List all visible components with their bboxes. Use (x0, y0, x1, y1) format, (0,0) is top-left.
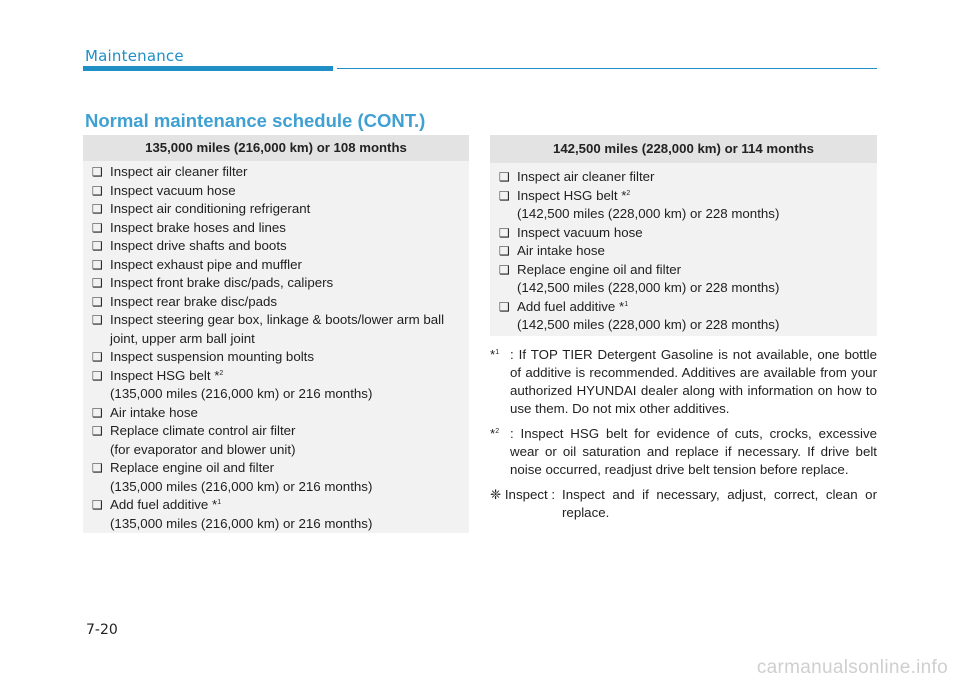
header-rule-thick (83, 66, 333, 71)
checkbox-icon: ❑ (499, 225, 510, 240)
item-text: Replace engine oil and filter (517, 261, 682, 277)
checklist-item (92, 256, 469, 275)
checkbox-icon: ❑ (92, 461, 103, 475)
checkbox-icon: ❑ (499, 299, 510, 314)
item-text: Inspect air cleaner filter (110, 164, 248, 179)
item-detail: (135,000 miles (216,000 km) or 216 months) (110, 478, 373, 494)
item-text: Inspect exhaust pipe and muffler (110, 256, 302, 272)
checkbox-icon: ❑ (92, 294, 103, 309)
item-text: Inspect drive shafts and boots (110, 238, 287, 253)
page-title: Normal maintenance schedule (CONT.) (85, 110, 426, 131)
checklist-item (499, 224, 877, 243)
inspect-definition (490, 486, 877, 522)
checklist-item (92, 163, 469, 182)
footnote-ref: 2 (219, 369, 224, 377)
checkbox-icon: ❑ (92, 202, 103, 216)
checklist-item (499, 298, 877, 335)
checkbox-icon: ❑ (92, 220, 103, 235)
checklist-item (92, 311, 469, 348)
checklist-item (92, 348, 469, 367)
item-text: Inspect rear brake disc/pads (110, 293, 278, 309)
checklist (490, 163, 877, 335)
item-text: Air intake hose (517, 243, 605, 258)
item-detail: (135,000 miles (216,000 km) or 216 months) (110, 515, 373, 531)
item-text: Inspect air conditioning refrigerant (110, 201, 311, 216)
checkbox-icon: ❑ (92, 498, 103, 512)
checkbox-icon: ❑ (92, 313, 103, 327)
footnote-marker: *$^2$ (490, 426, 500, 441)
checklist-item (92, 293, 469, 312)
checklist-item (92, 182, 469, 201)
footnote-ref: 1 (624, 300, 629, 308)
checkbox-icon: ❑ (92, 405, 103, 420)
checklist-item (92, 422, 469, 459)
checkbox-icon: ❑ (499, 188, 510, 203)
item-text: Inspect air cleaner filter (517, 169, 655, 184)
item-text: Add fuel additive * (517, 298, 625, 314)
item-text: Add fuel additive * (110, 497, 218, 512)
checklist-item (92, 200, 469, 219)
schedule-panel-135000 (83, 135, 469, 533)
item-detail: (for evaporator and blower unit) (110, 441, 296, 457)
checkbox-icon: ❑ (92, 424, 103, 438)
inspect-text: Inspect and if necessary, adjust, correct, clean or replace. (562, 487, 877, 520)
item-text: Inspect HSG belt * (110, 367, 220, 383)
footnote-ref: 1 (217, 499, 222, 506)
footnote-text: : Inspect HSG belt for evidence of cuts, crocks, excessive wear or oil saturation and replace if necessary. If drive belt noise occurred, readjust drive belt tension before replace. (510, 426, 877, 477)
checklist-item (92, 237, 469, 256)
header-rule-thin (337, 68, 877, 69)
footnote-marker: *$^1$ (490, 347, 500, 362)
footnote-text: : If TOP TIER Detergent Gasoline is not available, one bottle of additive is recommended. Additives are available from your authorized HYUNDAI dealer along with information on how to use them. Do not mix other additives. (510, 347, 877, 416)
item-text: Inspect HSG belt * (517, 187, 627, 203)
item-text: Inspect brake hoses and lines (110, 219, 286, 235)
checklist-item (92, 459, 469, 496)
checkbox-icon: ❑ (92, 165, 103, 179)
item-detail: (142,500 miles (228,000 km) or 228 months) (517, 280, 780, 295)
item-text: Inspect steering gear box, linkage & boots/lower arm ball (110, 312, 445, 327)
item-detail: joint, upper arm ball joint (110, 330, 255, 346)
checkbox-icon: ❑ (92, 183, 103, 198)
checklist-item (92, 219, 469, 238)
checkbox-icon: ❑ (92, 368, 103, 383)
panel-heading: 142,500 miles (228,000 km) or 114 months (490, 135, 877, 163)
item-text: Replace engine oil and filter (110, 460, 275, 475)
footnote-2 (490, 425, 877, 479)
footnote-1 (490, 346, 877, 418)
checklist-item (92, 274, 469, 293)
footnotes (490, 346, 877, 529)
item-detail: (142,500 miles (228,000 km) or 228 months) (517, 317, 780, 332)
checkbox-icon: ❑ (499, 244, 510, 258)
checkbox-icon: ❑ (92, 276, 103, 290)
item-detail: (135,000 miles (216,000 km) or 216 months) (110, 386, 373, 401)
item-text: Inspect suspension mounting bolts (110, 349, 315, 364)
asterisk-icon: ❈ (490, 488, 502, 503)
checklist-item (92, 496, 469, 533)
checklist-item (499, 242, 877, 261)
item-text: Inspect vacuum hose (517, 224, 643, 240)
checklist-item (499, 187, 877, 224)
checklist-item (499, 168, 877, 187)
item-text: Inspect vacuum hose (110, 182, 236, 198)
checkbox-icon: ❑ (92, 239, 103, 253)
panel-heading: 135,000 miles (216,000 km) or 108 months (83, 135, 469, 161)
page-number: 7-20 (86, 622, 118, 638)
watermark: carmanualsonline.info (756, 657, 948, 678)
checkbox-icon: ❑ (92, 257, 103, 272)
item-text: Inspect front brake disc/pads, calipers (110, 275, 334, 290)
checklist-item (499, 261, 877, 298)
footnote-ref: 2 (626, 189, 631, 197)
checkbox-icon: ❑ (499, 170, 510, 184)
item-text: Replace climate control air filter (110, 423, 296, 438)
schedule-panel-142500 (490, 135, 877, 336)
section-label: Maintenance (85, 47, 184, 65)
item-detail: (142,500 miles (228,000 km) or 228 months) (517, 206, 780, 221)
inspect-label: ❈ Inspect : (490, 487, 556, 503)
item-text: Air intake hose (110, 404, 198, 420)
checklist (83, 161, 469, 533)
checkbox-icon: ❑ (92, 350, 103, 364)
checklist-item (92, 367, 469, 404)
checklist-item (92, 404, 469, 423)
checkbox-icon: ❑ (499, 262, 510, 277)
